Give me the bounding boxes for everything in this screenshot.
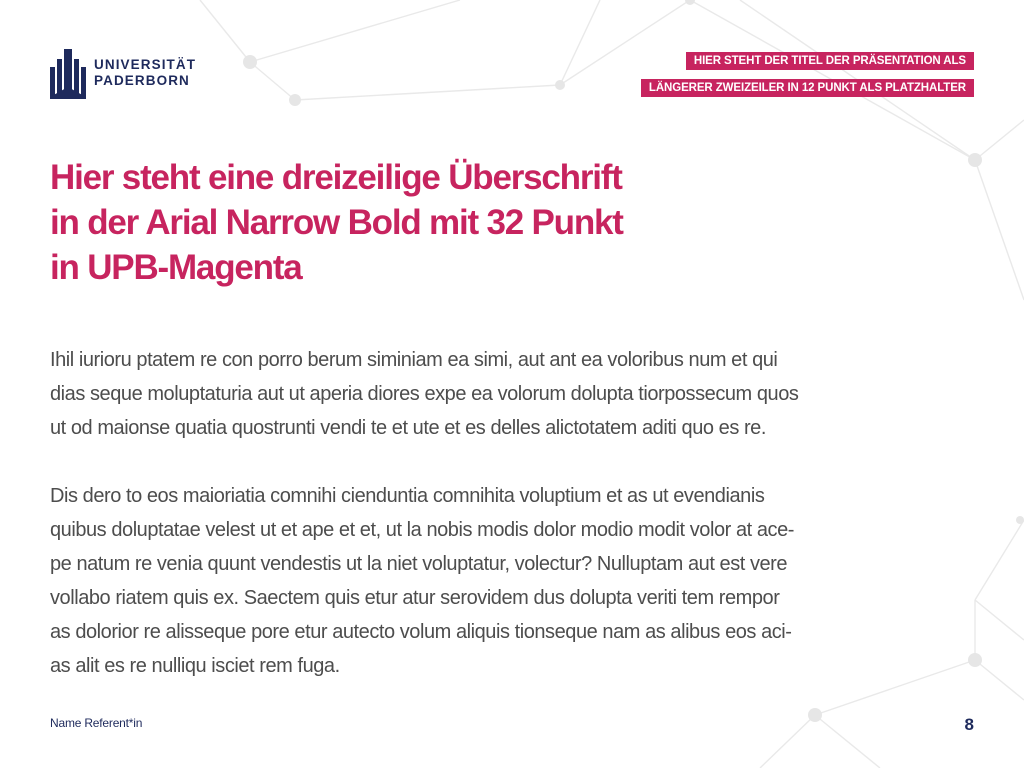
body-paragraph-2 (50, 479, 975, 683)
paragraph-line: as alit es re nulliqu isciet rem fuga. (50, 655, 340, 677)
paragraph-line: ut od maionse quatia quostrunti vendi te et ute et es delles alictotatem aditi quo es re. (50, 417, 766, 439)
presentation-title-line-2: LÄNGERER ZWEIZEILER IN 12 PUNKT ALS PLATZHALTER (641, 79, 974, 97)
logo-line-1: UNIVERSITÄT (94, 57, 197, 72)
slide-heading (50, 155, 810, 290)
upb-logo-icon (50, 45, 86, 99)
paragraph-line: as dolorior re alisseque pore etur autecto volum aliquis tionseque nam as alibus eos aci- (50, 621, 792, 643)
paragraph-line: Dis dero to eos maioriatia comnihi cienduntia comnihita voluptium et as ut evendianis (50, 485, 765, 507)
paragraph-line: vollabo riatem quis ex. Saectem quis etur atur serovidem dus dolupta veriti tem rempor (50, 587, 780, 609)
logo-line-2: PADERBORN (94, 73, 190, 88)
heading-line-2: in der Arial Narrow Bold mit 32 Punkt (50, 203, 623, 242)
paragraph-line: dias seque moluptaturia aut ut aperia diores expe ea volorum dolupta tiorpossecum quos (50, 383, 799, 405)
heading-line-3: in UPB-Magenta (50, 248, 302, 287)
logo-wordmark (94, 57, 196, 89)
presentation-title-line-1: HIER STEHT DER TITEL DER PRÄSENTATION ALS (686, 52, 974, 70)
page-number: 8 (964, 715, 974, 734)
slide-body (50, 343, 975, 717)
paragraph-line: quibus doluptatae velest ut et ape et et, ut la nobis modis dolor modio modit volor at ace- (50, 519, 794, 541)
presenter-name: Name Referent*in (50, 716, 143, 730)
paragraph-line: pe natum re venia quunt vendestis ut la niet voluptatur, volectur? Nulluptam aut est vere (50, 553, 788, 575)
paragraph-line: Ihil iurioru ptatem re con porro berum siminiam ea simi, aut ant ea voloribus num et qui (50, 349, 778, 371)
body-paragraph-1 (50, 343, 975, 445)
heading-line-1: Hier steht eine dreizeilige Überschrift (50, 158, 622, 197)
university-logo (50, 45, 210, 101)
